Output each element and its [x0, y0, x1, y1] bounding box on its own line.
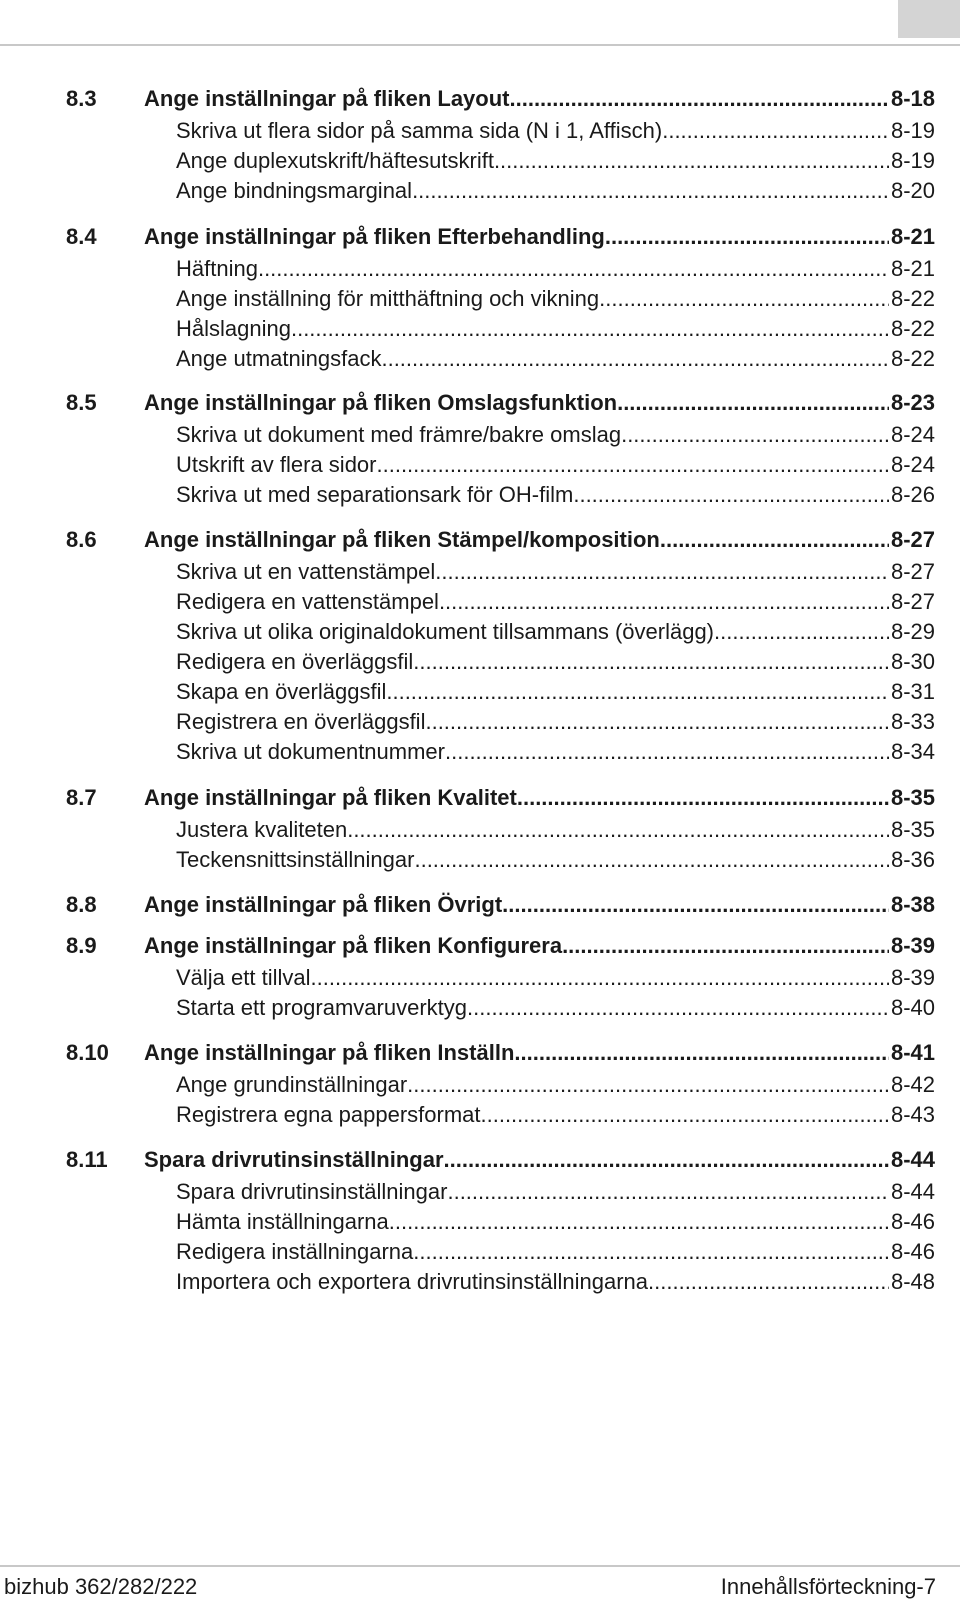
toc-title: Importera och exportera drivrutinsinställningarna — [176, 1269, 649, 1294]
toc-title: Utskrift av flera sidor — [176, 452, 377, 477]
toc-entry[interactable] — [0, 963, 960, 993]
toc-chapter-entry[interactable] — [0, 931, 960, 961]
toc-page-number: 8-46 — [890, 1209, 935, 1234]
toc-dot-leader — [311, 963, 889, 993]
toc-dot-leader — [413, 647, 889, 677]
toc-title: Skapa en överläggsfil — [176, 679, 387, 704]
toc-page-number: 8-29 — [890, 619, 935, 644]
toc-section-number: 8.3 — [66, 86, 97, 111]
toc-section-number: 8.11 — [66, 1147, 108, 1172]
toc-title-leader — [176, 176, 889, 206]
toc-title: Ange inställningar på fliken Stämpel/komposition — [144, 527, 660, 552]
toc-title-leader — [144, 931, 889, 961]
toc-dot-leader — [621, 420, 889, 450]
toc-title-leader — [176, 314, 889, 344]
toc-title-leader — [176, 1100, 889, 1130]
toc-entry[interactable] — [0, 737, 960, 767]
toc-page-number: 8-44 — [890, 1179, 935, 1204]
toc-title: Starta ett programvaruverktyg — [176, 995, 468, 1020]
toc-dot-leader — [599, 284, 889, 314]
toc-title: Spara drivrutinsinställningar — [144, 1147, 444, 1172]
toc-entry[interactable] — [0, 314, 960, 344]
toc-page-number: 8-19 — [890, 148, 935, 173]
toc-dot-leader — [494, 146, 889, 176]
toc-dot-leader — [444, 1145, 889, 1175]
toc-title-leader — [176, 963, 889, 993]
toc-title: Ange inställning för mitthäftning och vikning — [176, 286, 600, 311]
toc-title-leader — [144, 84, 889, 114]
toc-title: Ange inställningar på fliken Layout — [144, 86, 510, 111]
header-rule — [0, 44, 960, 46]
toc-section-number: 8.5 — [66, 390, 97, 415]
toc-title-leader — [176, 420, 889, 450]
toc-page-number: 8-41 — [890, 1040, 935, 1065]
toc-page-number: 8-23 — [890, 390, 935, 415]
toc-title: Ange inställningar på fliken Övrigt — [144, 892, 503, 917]
toc-entry[interactable] — [0, 284, 960, 314]
toc-title-leader — [176, 1177, 889, 1207]
corner-tab — [898, 0, 960, 38]
toc-entry[interactable] — [0, 1070, 960, 1100]
toc-chapter-entry[interactable] — [0, 388, 960, 418]
toc-dot-leader — [510, 84, 890, 114]
toc-dot-leader — [414, 845, 889, 875]
toc-entry[interactable] — [0, 557, 960, 587]
toc-page-number: 8-19 — [890, 118, 935, 143]
toc-title: Ange inställningar på fliken Konfigurera — [144, 933, 563, 958]
toc-dot-leader — [386, 677, 889, 707]
toc-title: Justera kvaliteten — [176, 817, 348, 842]
toc-chapter-entry[interactable] — [0, 890, 960, 920]
toc-dot-leader — [605, 222, 889, 252]
toc-title-leader — [176, 1207, 889, 1237]
toc-page-number: 8-22 — [890, 316, 935, 341]
toc-entry[interactable] — [0, 344, 960, 374]
toc-dot-leader — [562, 931, 889, 961]
toc-section-number: 8.8 — [66, 892, 97, 917]
toc-title: Ange grundinställningar — [176, 1072, 408, 1097]
toc-dot-leader — [447, 1177, 889, 1207]
toc-title: Ange bindningsmarginal — [176, 178, 413, 203]
toc-entry[interactable] — [0, 116, 960, 146]
toc-title-leader — [176, 815, 889, 845]
toc-title-leader — [176, 677, 889, 707]
toc-dot-leader — [258, 254, 889, 284]
toc-page-number: 8-31 — [890, 679, 935, 704]
toc-chapter-entry[interactable] — [0, 1038, 960, 1068]
toc-dot-leader — [517, 783, 889, 813]
toc-title-leader — [176, 146, 889, 176]
toc-page-number: 8-27 — [890, 589, 935, 614]
toc-page-number: 8-21 — [890, 256, 935, 281]
toc-title: Välja ett tillval — [176, 965, 311, 990]
toc-dot-leader — [291, 314, 889, 344]
toc-entry[interactable] — [0, 1237, 960, 1267]
toc-dot-leader — [481, 1100, 890, 1130]
toc-section-number: 8.9 — [66, 933, 97, 958]
toc-entry[interactable] — [0, 617, 960, 647]
toc-title-leader — [144, 525, 889, 555]
toc-section-number: 8.6 — [66, 527, 97, 552]
toc-title-leader — [144, 1038, 889, 1068]
toc-page-number: 8-44 — [890, 1147, 935, 1172]
toc-title: Skriva ut med separationsark för OH-film — [176, 482, 574, 507]
toc-page-number: 8-24 — [890, 422, 935, 447]
toc-title-leader — [176, 587, 889, 617]
toc-title: Ange inställningar på fliken Omslagsfunktion — [144, 390, 618, 415]
toc-entry[interactable] — [0, 1100, 960, 1130]
toc-dot-leader — [714, 617, 889, 647]
toc-title-leader — [176, 116, 889, 146]
toc-entry[interactable] — [0, 254, 960, 284]
toc-page-number: 8-30 — [890, 649, 935, 674]
toc-page-number: 8-40 — [890, 995, 935, 1020]
toc-title-leader — [144, 890, 889, 920]
toc-title: Spara drivrutinsinställningar — [176, 1179, 448, 1204]
toc-title: Redigera inställningarna — [176, 1239, 414, 1264]
toc-dot-leader — [389, 1207, 889, 1237]
toc-page-number: 8-42 — [890, 1072, 935, 1097]
toc-dot-leader — [648, 1267, 889, 1297]
toc-title: Skriva ut olika originaldokument tillsammans (överlägg) — [176, 619, 715, 644]
toc-title: Skriva ut flera sidor på samma sida (N i 1, Affisch) — [176, 118, 663, 143]
toc-title-leader — [176, 480, 889, 510]
toc-title: Teckensnittsinställningar — [176, 847, 415, 872]
toc-entry[interactable] — [0, 1177, 960, 1207]
toc-title: Registrera egna pappersformat — [176, 1102, 481, 1127]
toc-entry[interactable] — [0, 707, 960, 737]
toc-dot-leader — [445, 737, 889, 767]
toc-title-leader — [176, 993, 889, 1023]
toc-chapter-entry[interactable] — [0, 222, 960, 252]
toc-page-number: 8-34 — [890, 739, 935, 764]
toc-title-leader — [176, 284, 889, 314]
toc-page-number: 8-48 — [890, 1269, 935, 1294]
toc-page-number: 8-20 — [890, 178, 935, 203]
toc-dot-leader — [521, 1038, 889, 1068]
toc-entry[interactable] — [0, 450, 960, 480]
toc-entry[interactable] — [0, 647, 960, 677]
toc-page-number: 8-27 — [890, 527, 935, 552]
toc-title-leader — [144, 222, 889, 252]
toc-title: Ange duplexutskrift/häftesutskrift — [176, 148, 494, 173]
toc-title: Registrera en överläggsfil — [176, 709, 426, 734]
toc-dot-leader — [377, 450, 890, 480]
toc-entry[interactable] — [0, 677, 960, 707]
toc-page-number: 8-24 — [890, 452, 935, 477]
toc-dot-leader — [502, 890, 889, 920]
toc-page-number: 8-22 — [890, 346, 935, 371]
toc-dot-leader — [412, 176, 889, 206]
footer-product-name: bizhub 362/282/222 — [4, 1574, 198, 1599]
toc-title-leader — [176, 737, 889, 767]
toc-page-number: 8-26 — [890, 482, 935, 507]
toc-page-number: 8-36 — [890, 847, 935, 872]
footer-page-label: Innehållsförteckning-7 — [720, 1574, 936, 1599]
toc-title: Hålslagning — [176, 316, 291, 341]
toc-page-number: 8-27 — [890, 559, 935, 584]
toc-entry[interactable] — [0, 1207, 960, 1237]
toc-page-number: 8-38 — [890, 892, 935, 917]
toc-dot-leader — [439, 587, 889, 617]
toc-dot-leader — [413, 1237, 889, 1267]
toc-entry[interactable] — [0, 480, 960, 510]
toc-title-leader — [176, 707, 889, 737]
toc-title: Skriva ut en vattenstämpel — [176, 559, 436, 584]
toc-page-number: 8-21 — [890, 224, 935, 249]
toc-page-number: 8-43 — [890, 1102, 935, 1127]
toc-title-leader — [176, 647, 889, 677]
toc-page-number: 8-18 — [890, 86, 935, 111]
toc-entry[interactable] — [0, 845, 960, 875]
toc-title-leader — [176, 557, 889, 587]
toc-title: Skriva ut dokumentnummer — [176, 739, 445, 764]
toc-title: Ange inställningar på fliken Efterbehandling — [144, 224, 605, 249]
toc-title-leader — [144, 783, 889, 813]
toc-section-number: 8.10 — [66, 1040, 109, 1065]
toc-dot-leader — [381, 344, 889, 374]
toc-dot-leader — [435, 557, 889, 587]
toc-page-number: 8-33 — [890, 709, 935, 734]
toc-entry[interactable] — [0, 587, 960, 617]
toc-dot-leader — [573, 480, 889, 510]
toc-title: Ange inställningar på fliken Inställn. — [144, 1040, 521, 1065]
toc-title: Häftning — [176, 256, 258, 281]
toc-title-leader — [144, 388, 889, 418]
toc-title: Redigera en överläggsfil — [176, 649, 414, 674]
toc-title-leader — [176, 344, 889, 374]
toc-entry[interactable] — [0, 420, 960, 450]
toc-title-leader — [176, 845, 889, 875]
footer-rule — [0, 1565, 960, 1567]
toc-section-number: 8.7 — [66, 785, 97, 810]
toc-page-number: 8-22 — [890, 286, 935, 311]
toc-page-number: 8-35 — [890, 817, 935, 842]
toc-title-leader — [176, 1237, 889, 1267]
toc-chapter-entry[interactable] — [0, 783, 960, 813]
toc-chapter-entry[interactable] — [0, 1145, 960, 1175]
toc-section-number: 8.4 — [66, 224, 97, 249]
toc-dot-leader — [617, 388, 889, 418]
toc-entry[interactable] — [0, 993, 960, 1023]
toc-dot-leader — [347, 815, 889, 845]
toc-page-number: 8-39 — [890, 965, 935, 990]
toc-page-number: 8-39 — [890, 933, 935, 958]
toc-chapter-entry[interactable] — [0, 84, 960, 114]
toc-title: Ange utmatningsfack — [176, 346, 382, 371]
toc-page-number: 8-46 — [890, 1239, 935, 1264]
toc-title-leader — [176, 254, 889, 284]
toc-chapter-entry[interactable] — [0, 525, 960, 555]
toc-title: Ange inställningar på fliken Kvalitet — [144, 785, 517, 810]
toc-title-leader — [176, 1070, 889, 1100]
toc-page-number: 8-35 — [890, 785, 935, 810]
toc-entry[interactable] — [0, 146, 960, 176]
toc-title: Redigera en vattenstämpel — [176, 589, 439, 614]
toc-dot-leader — [660, 525, 889, 555]
toc-title-leader — [176, 617, 889, 647]
toc-dot-leader — [425, 707, 889, 737]
toc-dot-leader — [467, 993, 889, 1023]
toc-title-leader — [144, 1145, 889, 1175]
toc-title-leader — [176, 450, 889, 480]
toc-entry[interactable] — [0, 815, 960, 845]
toc-dot-leader — [407, 1070, 889, 1100]
toc-title: Hämta inställningarna — [176, 1209, 389, 1234]
toc-entry[interactable] — [0, 1267, 960, 1297]
toc-title: Skriva ut dokument med främre/bakre omslag — [176, 422, 622, 447]
toc-entry[interactable] — [0, 176, 960, 206]
toc-dot-leader — [662, 116, 889, 146]
toc-title-leader — [176, 1267, 889, 1297]
